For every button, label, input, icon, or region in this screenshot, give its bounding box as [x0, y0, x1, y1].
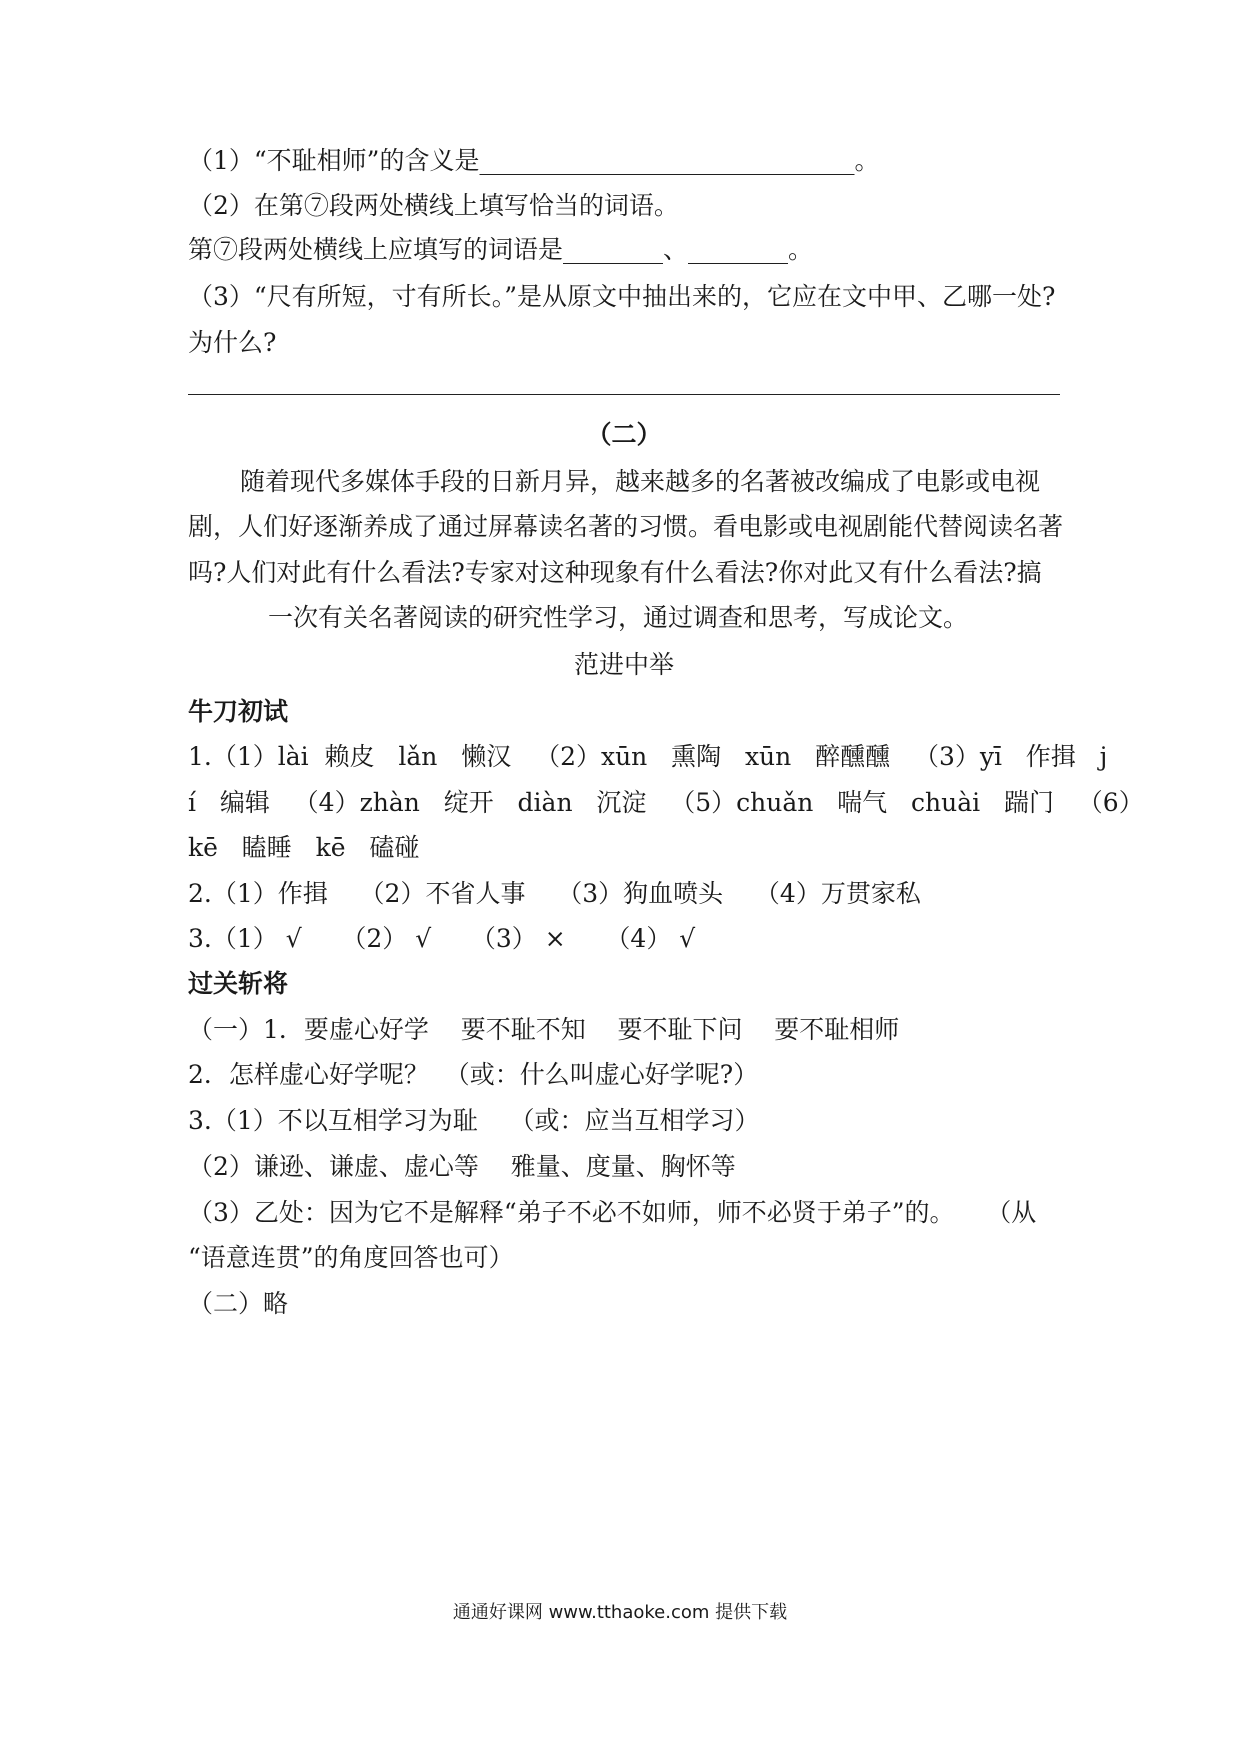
question-2: （2）在第⑦段两处横线上填写恰当的词语。: [188, 191, 679, 220]
question-2-answer-line: 第⑦段两处横线上应填写的词语是________、________。: [188, 235, 814, 264]
section-2-para-3: 吗?人们对此有什么看法?专家对这种现象有什么看法?你对此又有什么看法?搞: [188, 558, 1042, 587]
part-2-line-4: （2）谦逊、谦虚、虚心等 雅量、度量、胸怀等: [188, 1152, 736, 1181]
question-3-cont: 为什么?: [188, 328, 277, 357]
part-1-line-3: kē 瞌睡 kē 磕碰: [188, 833, 420, 862]
part-2-line-7: （二）略: [188, 1289, 289, 1318]
part-1-line-2: í 编辑 （4）zhàn 绽开 diàn 沉淀 （5）chuǎn 喘气 chuài 踹门 （6）: [188, 788, 1144, 817]
question-1: （1）“不耻相师”的含义是______________________________。: [188, 146, 880, 175]
section-2-heading: （二）: [586, 420, 662, 449]
part-2-line-2: 2．怎样虚心好学呢？ （或：什么叫虚心好学呢?）: [188, 1060, 759, 1089]
page-footer: 通通好课网 www.tthaoke.com 提供下载: [452, 1602, 788, 1623]
part-1-line-4: 2.（1）作揖 （2）不省人事 （3）狗血喷头 （4）万贯家私: [188, 879, 921, 908]
question-3: （3）“尺有所短，寸有所长。”是从原文中抽出来的，它应在文中甲、乙哪一处?: [188, 282, 1056, 311]
part-2-line-3: 3.（1）不以互相学习为耻 （或：应当互相学习）: [188, 1106, 760, 1135]
answer-rule: [188, 394, 1060, 395]
section-2-para-2: 剧，人们好逐渐养成了通过屏幕读名著的习惯。看电影或电视剧能代替阅读名著: [188, 512, 1064, 541]
part-2-line-5: （3）乙处：因为它不是解释“弟子不必不如师，师不必贤于弟子”的。 （从: [188, 1198, 1037, 1227]
part-2-line-1: （一）1．要虚心好学 要不耻不知 要不耻下问 要不耻相师: [188, 1015, 900, 1044]
part-1-line-5: 3.（1） √ （2） √ （3） × （4） √: [188, 924, 696, 953]
section-2-para-4: 一次有关名著阅读的研究性学习，通过调查和思考，写成论文。: [268, 603, 969, 632]
section-2-para-1: 随着现代多媒体手段的日新月异，越来越多的名著被改编成了电影或电视: [240, 467, 1041, 496]
part-1-title: 牛刀初试: [188, 697, 289, 726]
part-2-title: 过关斩将: [188, 969, 289, 998]
part-2-line-6: “语意连贯”的角度回答也可）: [188, 1243, 514, 1272]
answers-title: 范进中举: [573, 650, 674, 679]
part-1-line-1: 1.（1）lài 赖皮 lǎn 懒汉 （2）xūn 熏陶 xūn 醉醺醺 （3）yī 作揖 j: [188, 742, 1108, 771]
